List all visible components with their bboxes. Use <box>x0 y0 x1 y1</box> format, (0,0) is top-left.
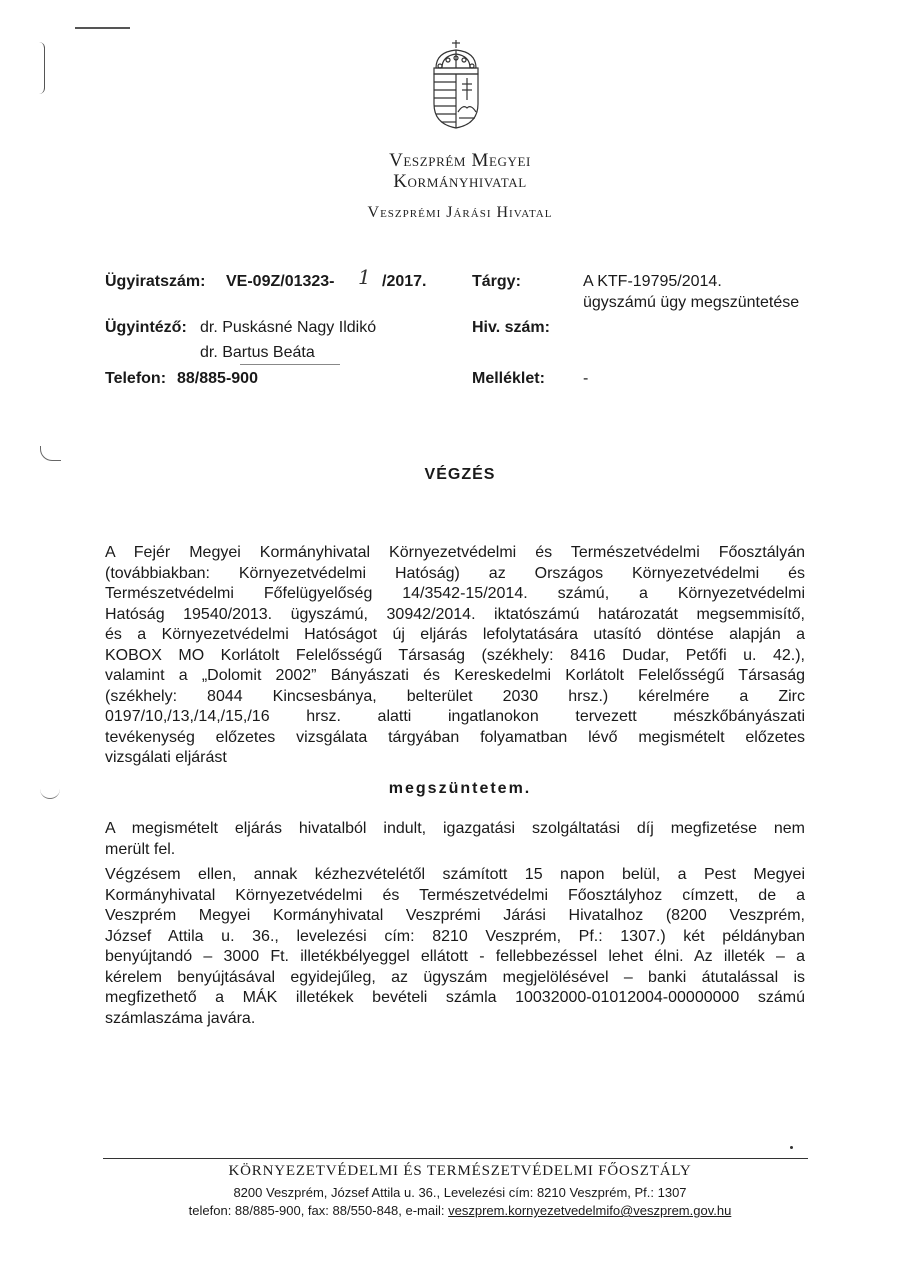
text-line: Hatóság 19540/2013. ügyszámú, 30942/2014. iktatószámú határozatát megsemmisítő, <box>105 605 805 623</box>
text-line: benyújtandó – 3000 Ft. illetékbélyeggel ellátott - fellebbezéssel lehet élni. Az illeték – a <box>105 948 805 965</box>
footer-email-link[interactable]: veszprem.kornyezetvedelmifo@veszprem.gov.hu <box>448 1203 732 1218</box>
administrator-name-1: dr. Puskásné Nagy Ildikó <box>200 319 377 336</box>
text-line: Veszprém Megyei Kormányhivatal Veszprémi Járási Hivatalhoz (8200 Veszprém, <box>105 907 805 924</box>
text-line: József Attila u. 36., levelezési cím: 8210 Veszprém, Pf.: 1307.) két példányban <box>105 927 805 945</box>
footer-department: KÖRNYEZETVÉDELMI ÉS TERMÉSZETVÉDELMI FŐOSZTÁLY <box>228 1163 692 1179</box>
phone-value: 88/885-900 <box>177 370 258 387</box>
text-line: (továbbiakban: Környezetvédelmi Hatóság) az Országos Környezetvédelmi és <box>105 564 805 582</box>
text-line: Kormányhivatal Környezetvédelmi és Természetvédelmi Főosztályhoz címzett, de a <box>105 886 805 904</box>
footer-contact <box>0 1203 920 1218</box>
text-line: kérelem benyújtásával egyidejűleg, az ügyszám megjelölésével – banki átutalással is <box>105 968 805 986</box>
text-line: Természetvédelmi Főfelügyelőség 14/3542-15/2014. számú, a Környezetvédelmi <box>105 585 805 602</box>
header-district-office: Veszprémi Járási Hivatal <box>367 204 553 221</box>
case-number-label: Ügyiratszám: <box>105 273 206 290</box>
administrator-name-2: dr. Bartus Beáta <box>200 344 315 361</box>
phone-label: Telefon: <box>105 370 167 387</box>
coat-of-arms-icon <box>428 38 484 130</box>
punch-hole-mark-1 <box>40 446 61 461</box>
header-county: Veszprém Megyei <box>389 150 531 171</box>
footer-divider <box>103 1158 808 1159</box>
scan-mark-top <box>75 27 130 29</box>
text-line: vizsgálati eljárást <box>105 749 227 766</box>
text-line: 0197/10,/13,/14,/15,/16 hrsz. alatti ingatlanokon tervezett mészkőbányászati <box>105 708 805 725</box>
text-line: merült fel. <box>105 840 176 858</box>
subject-line-2: ügyszámú ügy megszüntetése <box>583 294 800 311</box>
scan-dot <box>790 1146 793 1149</box>
attachment-label: Melléklet: <box>472 370 545 387</box>
text-line: A Fejér Megyei Kormányhivatal Környezetvédelmi és Természetvédelmi Főosztályán <box>105 544 805 561</box>
text-line: valamint a „Dolomit 2002” Bányászati és Kereskedelmi Korlátolt Felelősségű Társaság <box>105 667 805 684</box>
paragraph-main <box>105 543 805 769</box>
subject-label: Tárgy: <box>472 273 521 290</box>
text-line: (székhely: 8044 Kincsesbánya, belterület 2030 hrsz.) kérelmére a Zirc <box>105 687 805 705</box>
text-line: Végzésem ellen, annak kézhezvételétől számított 15 napon belül, a Pest Megyei <box>105 866 805 883</box>
reference-number-label: Hiv. szám: <box>472 319 550 336</box>
text-line: tevékenység előzetes vizsgálata tárgyában folyamatban lévő megismételt előzetes <box>105 728 805 746</box>
text-line: számlaszáma javára. <box>105 1009 256 1027</box>
footer-address: 8200 Veszprém, József Attila u. 36., Levelezési cím: 8210 Veszprém, Pf.: 1307 <box>233 1185 687 1200</box>
attachment-value: - <box>583 370 589 387</box>
case-number-handwritten: 1 <box>358 265 371 289</box>
header-office: Kormányhivatal <box>393 171 527 192</box>
scan-mark-left <box>36 42 45 94</box>
administrator-label: Ügyintéző: <box>105 319 187 336</box>
case-number-value: VE-09Z/01323- <box>226 273 335 290</box>
text-line: A megismételt eljárás hivatalból indult, igazgatási szolgáltatási díj megfizetése nem <box>105 820 805 837</box>
text-line: és a Környezetvédelmi Hatóságot új eljárás lefolytatására utasító döntése alapján a <box>105 626 805 643</box>
paragraph-fee <box>105 819 805 860</box>
text-line: megfizethető a MÁK illetékek bevételi számla 10032000-01012004-00000000 számú <box>105 989 805 1006</box>
document-title: VÉGZÉS <box>424 466 496 483</box>
signature-stroke <box>240 364 340 365</box>
decision-statement: megszüntetem. <box>388 780 532 797</box>
paragraph-appeal <box>105 865 805 1029</box>
text-line: KOBOX MO Korlátolt Felelősségű Társaság (székhely: 8416 Dudar, Petőfi u. 42.), <box>105 646 805 664</box>
case-number-year: /2017. <box>382 273 427 290</box>
footer-contact-text: telefon: 88/885-900, fax: 88/550-848, e-mail: <box>188 1203 449 1218</box>
subject-line-1: A KTF-19795/2014. <box>583 273 722 290</box>
